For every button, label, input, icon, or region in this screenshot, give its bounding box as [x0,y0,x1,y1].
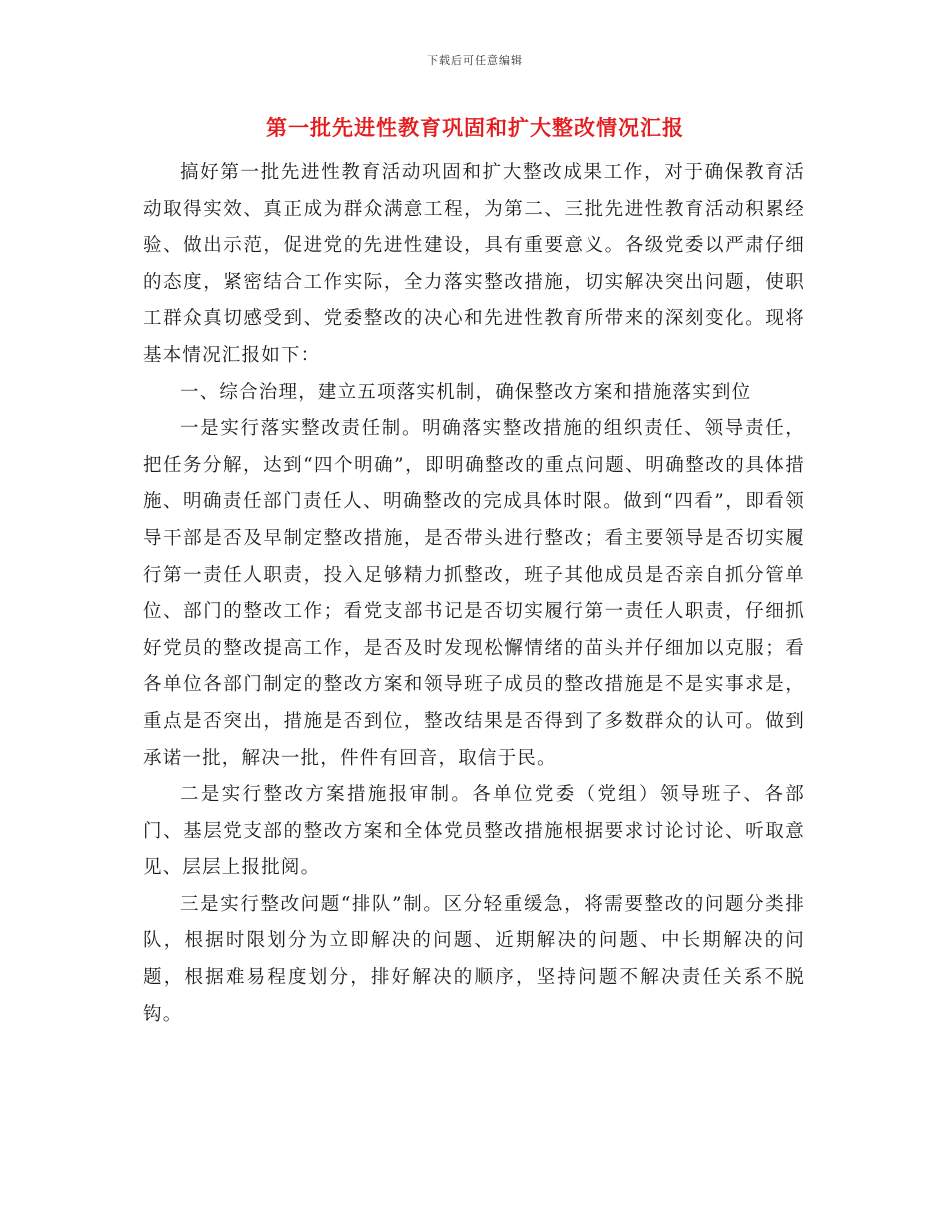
paragraph-item-1: 一是实行落实整改责任制。明确落实整改措施的组织责任、领导责任，把任务分解，达到“四个明确”，即明确整改的重点问题、明确整改的具体措施、明确责任部门责任人、明确整改的完成具体时限。做到“四看”，即看领导干部是否及早制定整改措施，是否带头进行整改；看主要领导是否切实履行第一责任人职责，投入足够精力抓整改，班子其他成员是否亲自抓分管单位、部门的整改工作；看党支部书记是否切实履行第一责任人职责，仔细抓好党员的整改提高工作，是否及时发现松懈情绪的苗头并仔细加以克服；看各单位各部门制定的整改方案和领导班子成员的整改措施是不是实事求是，重点是否突出，措施是否到位，整改结果是否得到了多数群众的认可。做到承诺一批，解决一批，件件有回音，取信于民。 [143,418,805,769]
document-title: 第一批先进性教育巩固和扩大整改情况汇报 [266,115,684,140]
paragraph-item-3: 三是实行整改问题“排队”制。区分轻重缓急，将需要整改的问题分类排队，根据时限划分为立即解决的问题、近期解决的问题、中长期解决的问题，根据难易程度划分，排好解决的顺序，坚持问题不解决责任关系不脱钩。 [143,893,805,1025]
paragraph-intro: 搞好第一批先进性教育活动巩固和扩大整改成果工作，对于确保教育活动取得实效、真正成为群众满意工程，为第二、三批先进性教育活动积累经验、做出示范，促进党的先进性建设，具有重要意义。各级党委以严肃仔细的态度，紧密结合工作实际，全力落实整改措施，切实解决突出问题，使职工群众真切感受到、党委整改的决心和先进性教育所带来的深刻变化。现将基本情况汇报如下： [143,162,805,366]
page-header-note: 下载后可任意编辑 [427,54,523,67]
section-heading-1: 一、综合治理，建立五项落实机制，确保整改方案和措施落实到位 [180,381,752,403]
paragraph-item-2: 二是实行整改方案措施报审制。各单位党委（党组）领导班子、各部门、基层党支部的整改方案和全体党员整改措施根据要求讨论讨论、听取意见、层层上报批阅。 [143,784,805,879]
document-body [143,155,805,1033]
